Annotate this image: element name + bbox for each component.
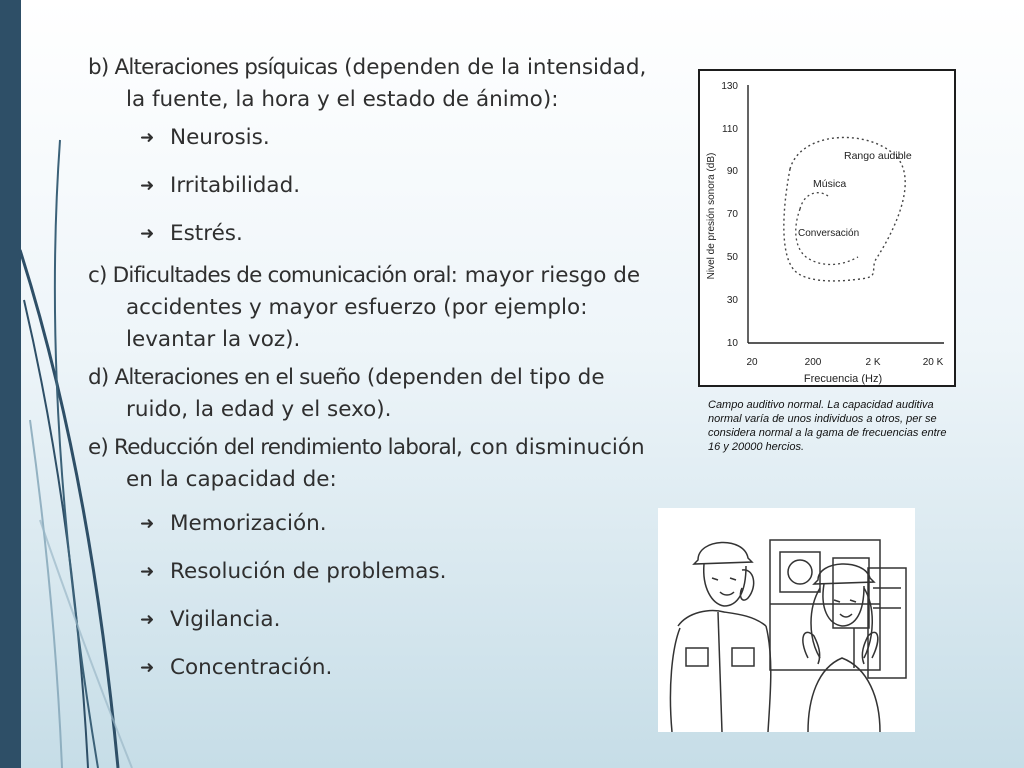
slide-text [88,52,658,700]
hearing-range-svg [700,71,954,385]
section-c-heading: c) Dificultades de comunicación oral [88,263,451,288]
y-tick-label: 30 [726,295,738,306]
y-tick-label: 110 [722,124,738,135]
y-tick-label: 90 [726,166,738,177]
list-item: ➜ Estrés. [140,218,658,250]
list-item: ➜ Resolución de problemas. [140,556,658,588]
y-tick-label: 50 [726,252,738,263]
section-d-heading: d) Alteraciones en el sueño [88,365,361,390]
arrow-right-icon: ➜ [140,610,155,630]
x-tick-label: 2 K [865,357,881,368]
section-e-heading: e) Reducción del rendimiento laboral [88,435,457,460]
x-tick-label: 200 [804,357,822,368]
x-tick-label: 20 K [922,357,944,368]
section-d [88,362,658,426]
y-tick-label: 130 [721,81,738,92]
arrow-right-icon: ➜ [140,224,155,244]
section-e-text: , con disminución en la capacidad de: [126,435,645,492]
y-tick-label: 10 [726,338,738,349]
list-item: ➜ Neurosis. [140,122,658,154]
section-e [88,432,658,496]
arrow-right-icon: ➜ [140,128,155,148]
list-item: ➜ Vigilancia. [140,604,658,636]
workers-hardhat-noise-illustration [658,508,915,732]
hearing-range-figure [698,69,956,387]
x-axis-label: Frecuencia (Hz) [803,373,883,385]
y-axis-label: Nivel de presión sonora (dB) [706,152,717,280]
music-label: Música [813,178,847,190]
list-item: ➜ Irritabilidad. [140,170,658,202]
arrow-right-icon: ➜ [140,176,155,196]
section-c-text: : mayor riesgo de accidentes y mayor esfuerzo (por ejemplo: levantar la voz). [126,263,641,352]
section-b-text: (dependen de la intensidad, la fuente, la hora y el estado de ánimo): [126,55,647,112]
list-item: ➜ Memorización. [140,508,658,540]
audible-range-label: Rango audible [844,150,912,162]
x-tick-label: 20 [746,357,758,368]
section-b [88,52,658,116]
y-tick-label: 70 [726,209,738,220]
figure-caption: Campo auditivo normal. La capacidad auditiva normal varía de unos individuos a otros, per se considera normal a la gama de frecuencias entre 16 y 20000 hercios. [708,399,947,453]
section-b-heading: b) Alteraciones psíquicas [88,55,338,80]
arrow-right-icon: ➜ [140,658,155,678]
list-item: ➜ Concentración. [140,652,658,684]
section-c [88,260,658,356]
section-d-text: (dependen del tipo de ruido, la edad y el sexo). [126,365,605,422]
arrow-right-icon: ➜ [140,514,155,534]
illustration-svg [658,508,915,732]
arrow-right-icon: ➜ [140,562,155,582]
speech-label: Conversación [798,228,860,239]
